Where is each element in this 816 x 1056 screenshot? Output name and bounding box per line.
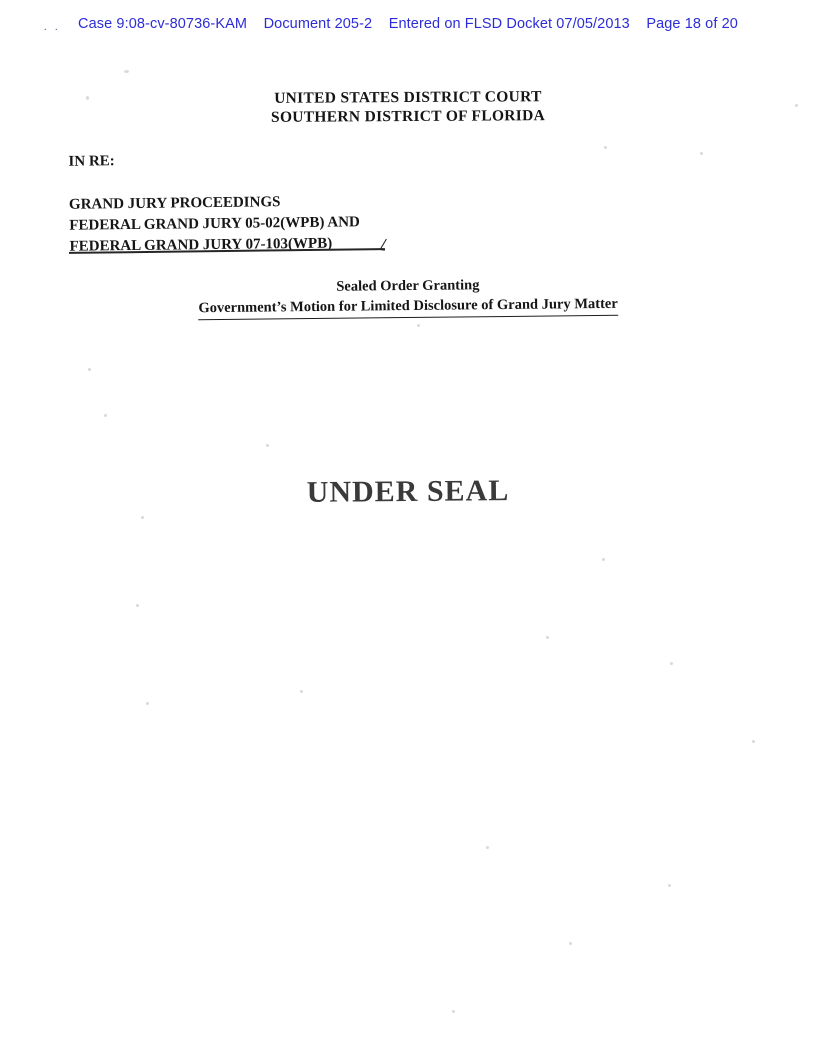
- scan-speck: [124, 70, 129, 73]
- scan-speck: [300, 690, 303, 693]
- scan-speck: [569, 942, 572, 945]
- scan-speck: [452, 1010, 455, 1013]
- under-seal-stamp: UNDER SEAL: [306, 474, 510, 509]
- caption-in-re: IN RE:: [68, 153, 115, 170]
- case-caption: [68, 148, 360, 258]
- scan-speck: [604, 146, 607, 149]
- scan-speck: [795, 104, 798, 107]
- scan-speck: [752, 740, 755, 743]
- ecf-case-number: Case 9:08-cv-80736-KAM: [78, 16, 248, 32]
- ecf-docket-entry: Entered on FLSD Docket 07/05/2013: [388, 16, 630, 32]
- caption-line-3: FEDERAL GRAND JURY 07-103(WPB): [69, 235, 333, 255]
- scan-speck: [602, 558, 605, 561]
- caption-line-1: GRAND JURY PROCEEDINGS: [68, 194, 281, 213]
- scan-speck: [86, 96, 89, 100]
- scan-speck: [104, 414, 107, 417]
- scan-speck: [546, 636, 549, 639]
- scan-speck: [141, 516, 144, 519]
- scan-speck: [670, 662, 673, 665]
- scan-artifact-dots: . .: [44, 22, 61, 33]
- order-title: [0, 272, 816, 323]
- court-heading: [0, 86, 816, 129]
- ecf-document-number: Document 205-2: [263, 16, 373, 32]
- court-district-line: SOUTHERN DISTRICT OF FLORIDA: [270, 107, 546, 126]
- scan-speck: [417, 324, 420, 327]
- scan-speck: [700, 152, 703, 155]
- scan-speck: [668, 884, 671, 887]
- court-name-line: UNITED STATES DISTRICT COURT: [274, 88, 542, 107]
- scan-speck: [146, 702, 149, 705]
- order-title-line-2: Government’s Motion for Limited Disclosure of Grand Jury Matter: [198, 294, 618, 320]
- ecf-page-number: Page 18 of 20: [646, 16, 738, 32]
- caption-line-2: FEDERAL GRAND JURY 05-02(WPB) AND: [69, 214, 360, 234]
- scan-speck: [486, 846, 489, 849]
- scan-speck: [88, 368, 91, 371]
- scan-speck: [136, 604, 139, 607]
- scan-speck: [266, 444, 269, 447]
- order-title-line-1: Sealed Order Granting: [336, 277, 480, 295]
- caption-slash: /: [379, 235, 388, 254]
